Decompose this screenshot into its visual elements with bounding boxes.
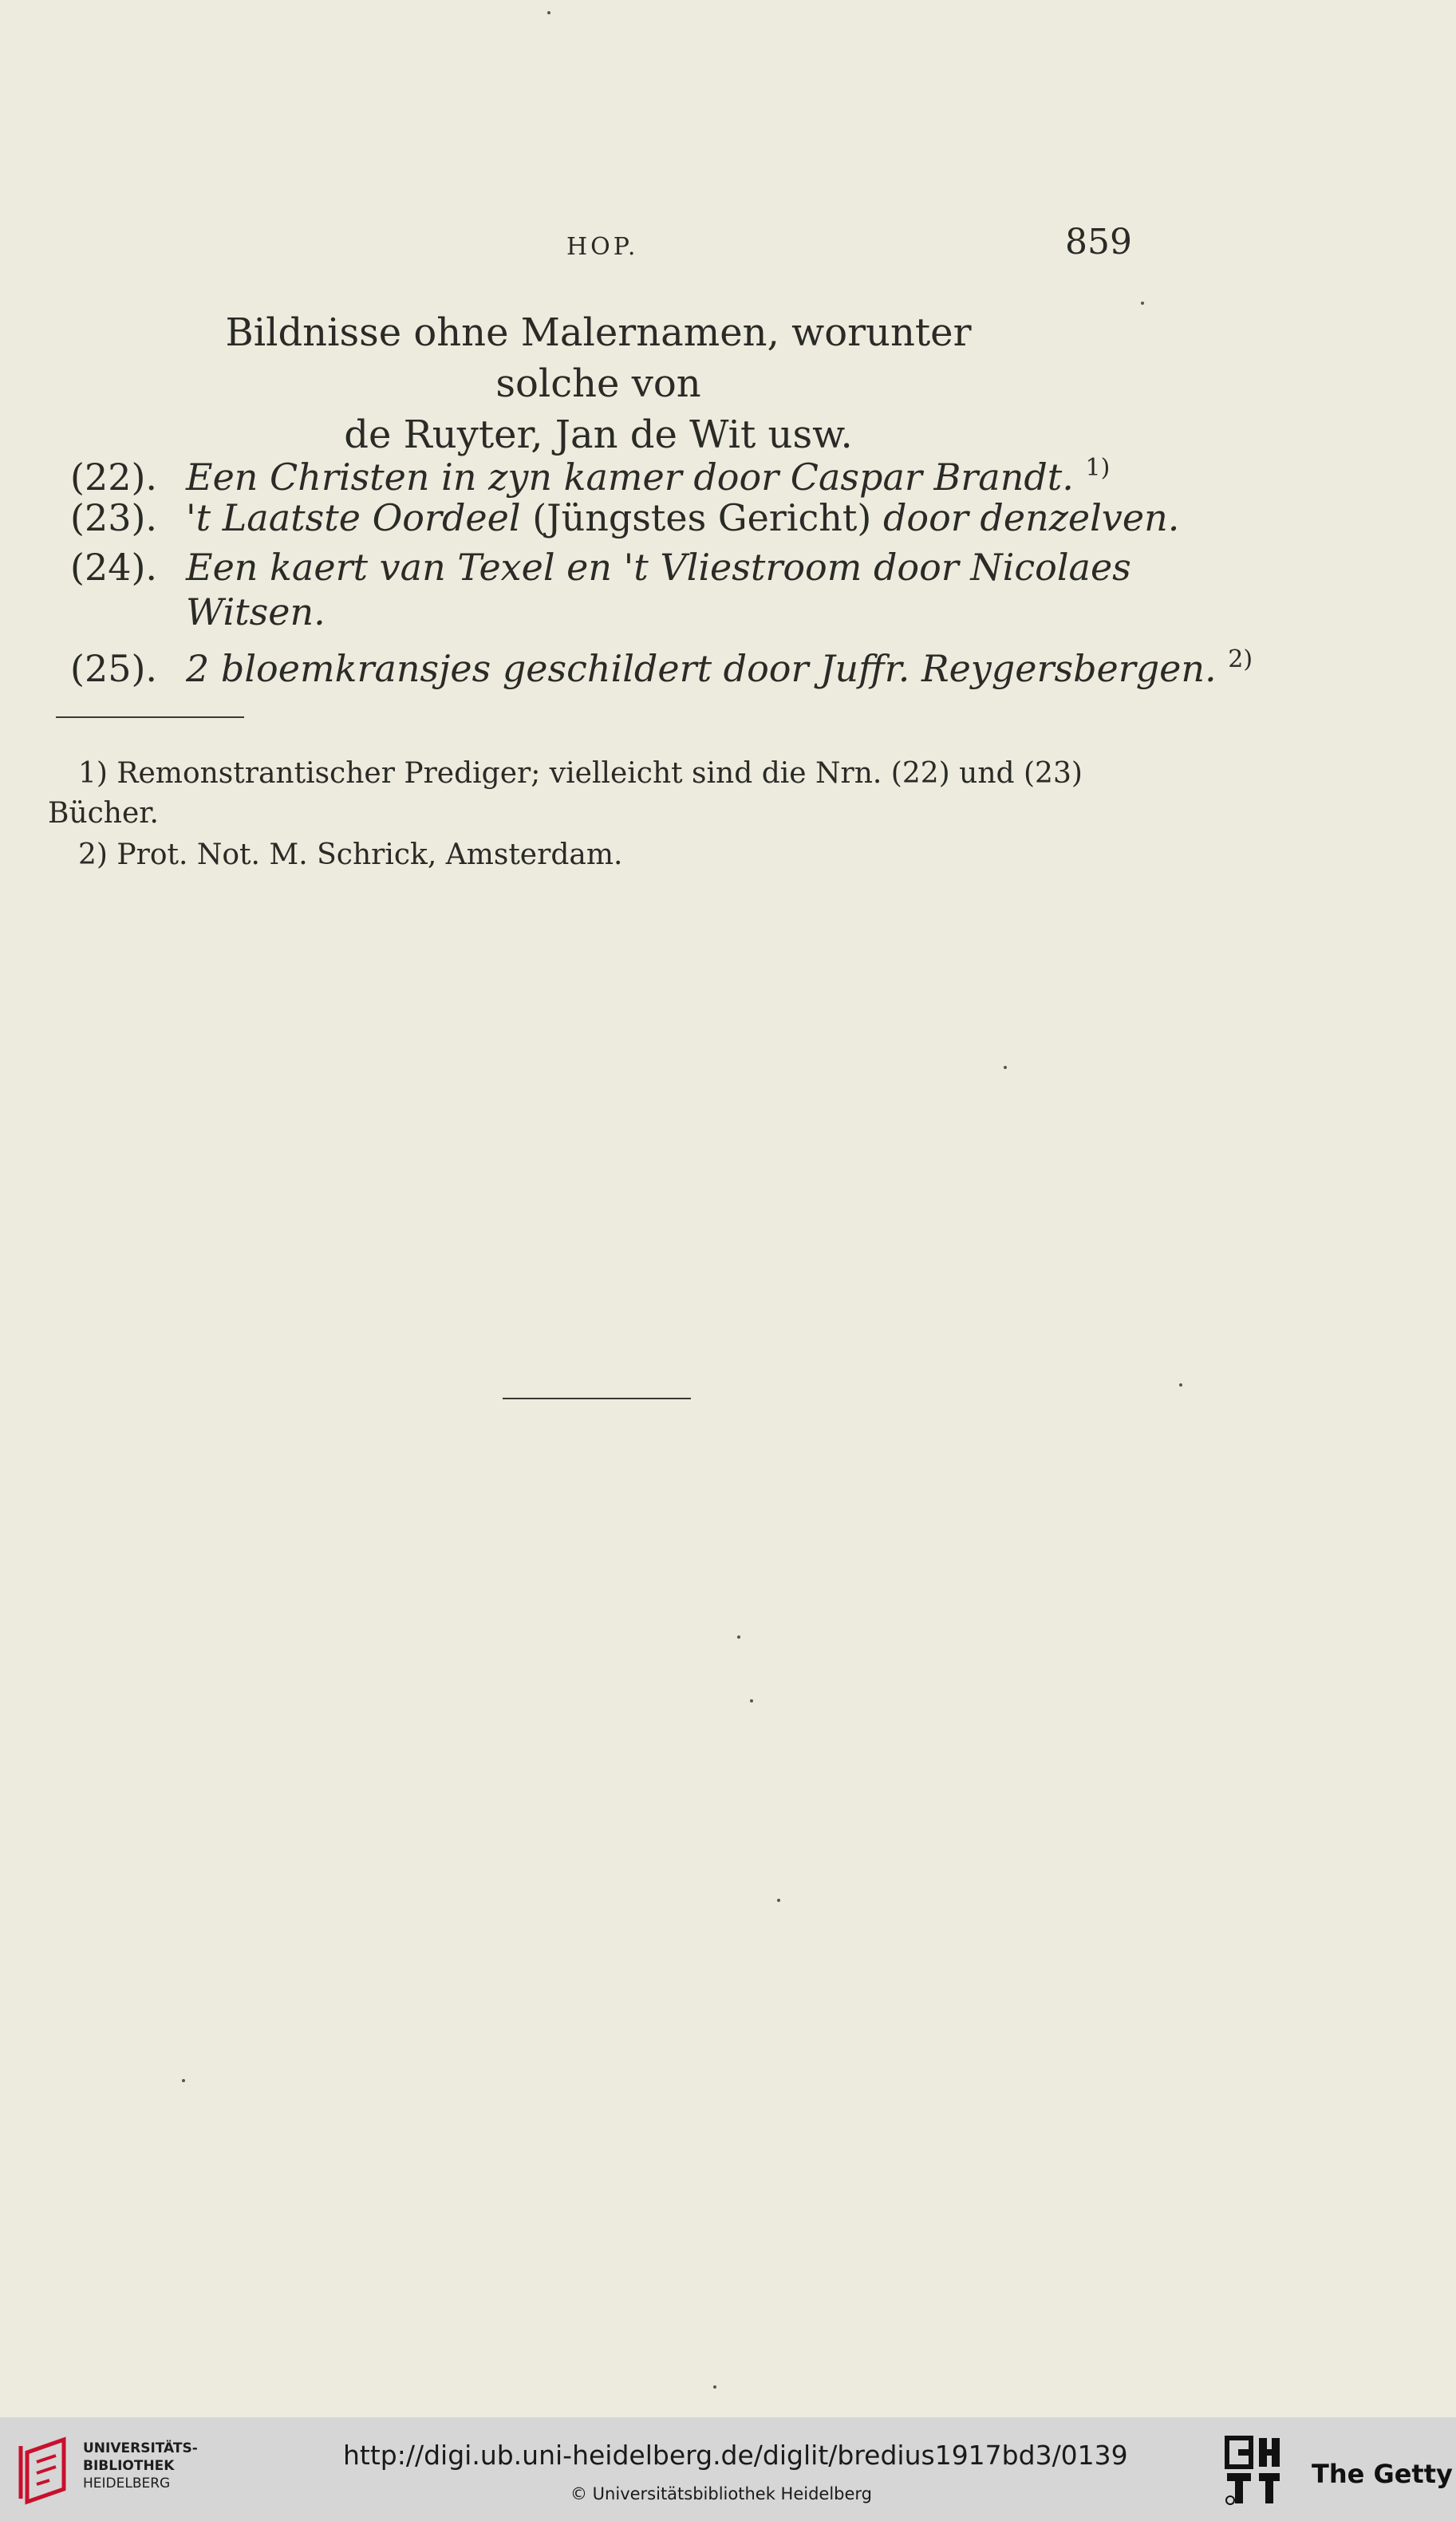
entry-number: (22). [70, 456, 158, 499]
entry-24 [70, 542, 1131, 592]
footnote-1-line-2: Bücher. [48, 797, 159, 830]
entry-24-continuation: Witsen. [186, 590, 326, 633]
entry-text: 2 bloemkransjes geschildert door Juffr. Reygersbergen. [186, 647, 1217, 690]
entry-number: (23). [70, 496, 158, 539]
speck [1141, 302, 1144, 305]
section-heading [160, 307, 1037, 460]
footnote-1-line-1: 1) Remonstrantischer Prediger; vielleicht sind die Nrn. (22) und (23) [78, 757, 1083, 790]
viewer-footer-bar [0, 2417, 1456, 2521]
permalink-url[interactable]: http://digi.ub.uni-heidelberg.de/diglit/bredius1917bd3/0139 [343, 2440, 1128, 2471]
speck [713, 2385, 716, 2389]
speck [547, 11, 550, 14]
footnote-2: 2) Prot. Not. M. Schrick, Amsterdam. [78, 838, 623, 871]
footnote-ref: 2) [1228, 645, 1253, 673]
speck [737, 1635, 740, 1639]
heading-line-2: de Ruyter, Jan de Wit usw. [344, 412, 853, 457]
page-number: 859 [1065, 222, 1132, 262]
entry-text-translation: (Jüngstes Gericht) [532, 496, 872, 539]
library-name-line-3: HEIDELBERG [83, 2476, 171, 2491]
entry-text: Een kaert van Texel en 't Vliestroom door Nicolaes [186, 546, 1131, 589]
entry-text: Een Christen in zyn kamer door Caspar Brandt. [186, 456, 1074, 499]
entry-text-title: 't Laatste Oordeel [186, 496, 521, 539]
speck [1004, 1066, 1007, 1069]
library-name-line-1: UNIVERSITÄTS- [83, 2440, 198, 2456]
running-head: HOP. [566, 233, 639, 261]
library-name-line-2: BIBLIOTHEK [83, 2458, 175, 2474]
heading-line-1: Bildnisse ohne Malernamen, worunter solche von [225, 310, 972, 406]
library-name [83, 2440, 198, 2492]
getty-name: The Getty [1312, 2459, 1453, 2489]
copyright-notice: © Universitätsbibliothek Heidelberg [570, 2484, 873, 2503]
end-rule [503, 1398, 691, 1399]
getty-logo-icon[interactable] [1224, 2435, 1288, 2507]
entry-text-author: door denzelven. [882, 496, 1180, 539]
heidelberg-library-logo[interactable] [16, 2435, 69, 2505]
footnote-rule [56, 716, 244, 718]
entry-number: (25). [70, 647, 158, 690]
entry-25 [70, 635, 1253, 693]
speck [182, 2079, 185, 2082]
speck [1179, 1383, 1182, 1387]
entry-number: (24). [70, 546, 158, 589]
speck [750, 1699, 753, 1702]
entry-23 [70, 493, 1179, 542]
speck [777, 1899, 780, 1902]
footnote-ref: 1) [1085, 454, 1111, 482]
